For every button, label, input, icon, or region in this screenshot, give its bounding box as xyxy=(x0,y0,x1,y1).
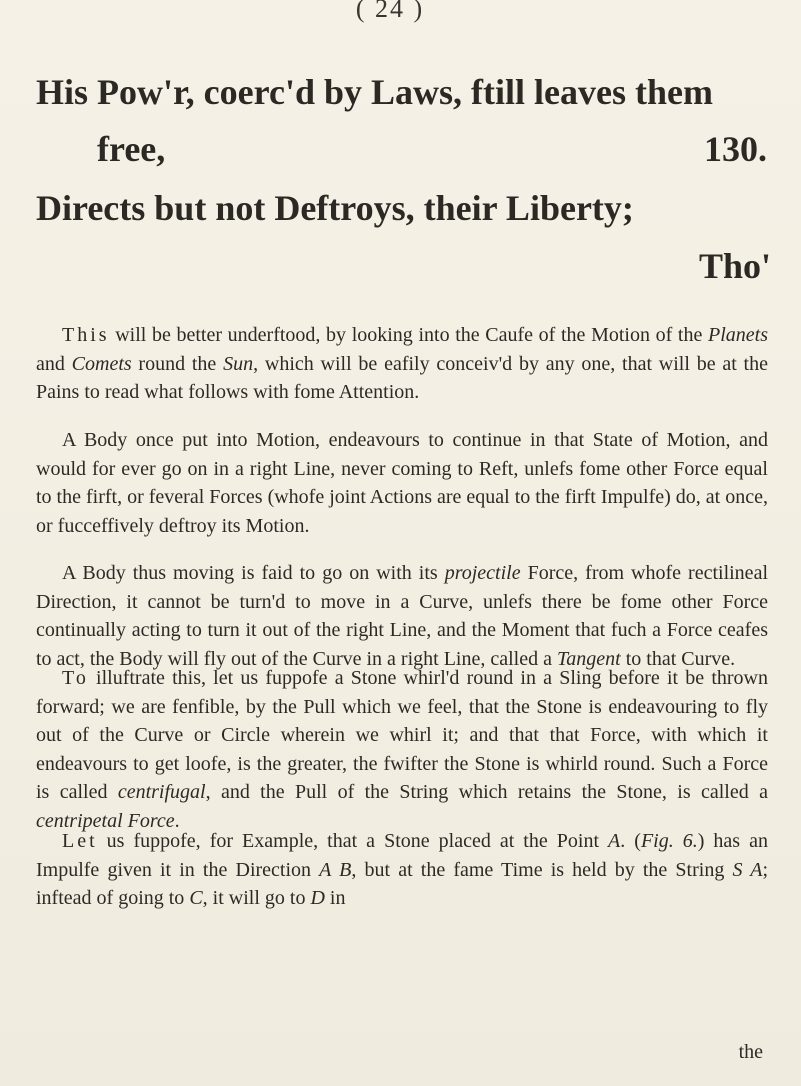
paragraph-text: in xyxy=(324,887,346,909)
italic-term: Tangent xyxy=(556,647,621,670)
paragraph-text: to that Curve. xyxy=(620,647,736,670)
italic-term: projectile xyxy=(444,562,521,584)
paragraph-text: , and the Pull of the String which retains the Stone, is called a xyxy=(205,781,768,803)
paragraph-text: and xyxy=(36,352,72,375)
page-catchword: the xyxy=(738,1041,763,1063)
page-number: ( 24 ) xyxy=(355,0,425,23)
italic-term: centripetal Force xyxy=(36,809,175,832)
paragraph-lead: This xyxy=(62,324,110,346)
paragraph-text: , but at the fame Time is held by the String xyxy=(351,858,733,881)
verse-line-3: Directs but not Deftroys, their Liberty; xyxy=(36,188,634,228)
paragraph-text: will be better underftood, by looking into the Caufe of the Motion of the xyxy=(109,324,708,346)
paragraph-text: Force, from whofe rectilineal Direction, it cannot be turn'd to move in a Curve, unlefs there be fome other Force continually acting to turn it out of the right Line, and the Moment that fuch a Force ceafes to act, the Body will fly out of the Curve in a right Line, called a xyxy=(36,562,768,670)
paragraph-1 xyxy=(36,321,768,407)
paragraph-text: , which will be eafily conceiv'd by any one, that will be at the Pains to read what follows with fome Attention. xyxy=(36,352,768,403)
verse-line-2: free, xyxy=(97,129,166,169)
paragraph-text: . xyxy=(174,809,180,832)
paragraph-lead: To xyxy=(62,667,89,689)
paragraph-text: . ( xyxy=(620,830,641,852)
italic-term: A xyxy=(608,830,621,852)
italic-term: Fig. 6. xyxy=(640,830,698,852)
paragraph-5 xyxy=(36,827,768,913)
italic-term: S A xyxy=(732,858,763,881)
italic-term: centrifugal xyxy=(117,781,206,803)
paragraph-2: A Body once put into Motion, endeavours to continue in that State of Motion, and would for ever go on in a right Line, never coming to Reft, unlefs fome other Force equal to the firft, or feveral Forces (whofe joint Actions are equal to the firft Impulfe) do, at once, or fucceffively deftroy its Motion. xyxy=(36,429,768,537)
paragraph-text: us fuppofe, for Example, that a Stone placed at the Point xyxy=(97,830,609,852)
italic-term: Comets xyxy=(71,352,132,375)
paragraph-text: round the xyxy=(131,352,224,375)
verse-line-1: His Pow'r, coerc'd by Laws, ftill leaves them xyxy=(36,72,713,112)
italic-term: D xyxy=(310,887,325,909)
paragraph-4 xyxy=(36,664,768,835)
paragraph-text: illuftrate this, let us fuppofe a Stone whirl'd round in a Sling before it be thrown forward; we are fenfible, by the Pull which we feel, that the Stone is endeavouring to fly out of the Curve or Circle wherein we whirl it; and that that Force, with which it endeavours to get loofe, is the greater, the fwifter the Stone is whirld round. Such a Force is called xyxy=(36,667,768,803)
paragraph-lead: Let xyxy=(62,830,98,852)
paragraph-text: ) has an Impulfe given it in the Direction xyxy=(36,830,768,881)
verse-catchword: Tho' xyxy=(698,246,771,286)
italic-term: Sun xyxy=(223,352,254,375)
italic-term: A B xyxy=(319,858,352,881)
paragraph-text: A Body thus moving is faid to go on with its xyxy=(62,562,445,584)
paragraph-text: , it will go to xyxy=(202,887,311,909)
italic-term: C xyxy=(189,887,203,909)
paragraph-3 xyxy=(36,559,768,673)
paragraph-text: ; inftead of going to xyxy=(36,858,769,909)
italic-term: Planets xyxy=(708,324,768,346)
verse-line-number: 130. xyxy=(704,129,767,169)
